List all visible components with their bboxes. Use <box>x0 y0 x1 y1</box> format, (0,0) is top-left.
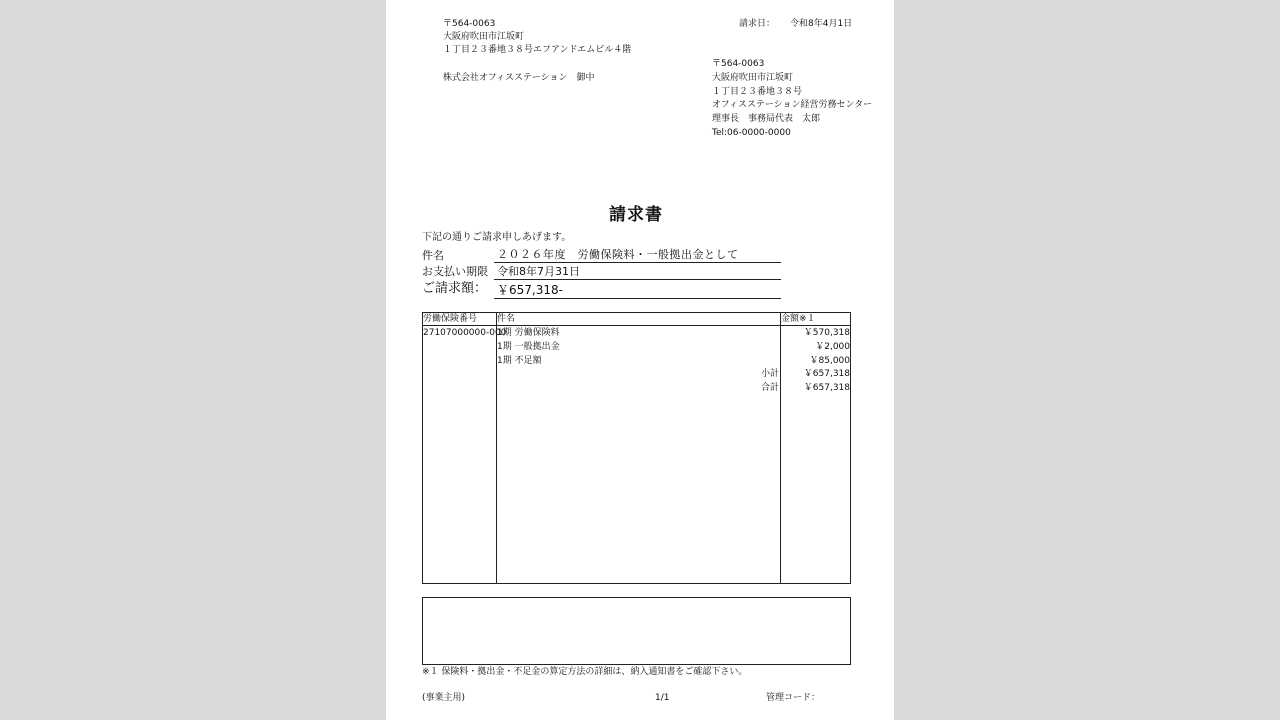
due-underline <box>494 279 781 280</box>
row-amount: ￥570,318 <box>803 328 850 338</box>
table-header-divider <box>422 325 851 326</box>
amount-label: ご請求額： <box>422 281 488 296</box>
amount-value: ￥657,318- <box>497 283 563 297</box>
issuer-tel: Tel:06-0000-0000 <box>712 128 791 138</box>
header-item: 件名 <box>497 314 516 324</box>
due-value: 令和8年7月31日 <box>497 265 580 278</box>
table-divider-2 <box>780 312 781 584</box>
subject-value: ２０２６年度 労働保険料・一般拠出金として <box>497 248 739 261</box>
header-number: 労働保険番号 <box>423 314 478 324</box>
footnote: ※１ 保険料・拠出金・不足金の算定方法の詳細は、納入通知書をご確認下さい。 <box>422 667 748 677</box>
document-title: 請求書 <box>609 205 663 225</box>
subject-label: 件名 <box>422 249 444 262</box>
invoice-date-label: 請求日： <box>739 19 776 29</box>
invoice-date-value: 令和8年4月1日 <box>790 19 853 29</box>
issuer-address1: 大阪府吹田市江坂町 <box>712 73 794 83</box>
management-code-label: 管理コード： <box>766 693 821 703</box>
sender-postal: 〒564-0063 <box>443 19 496 29</box>
remarks-box <box>422 597 851 665</box>
header-amount: 金額※１ <box>781 314 816 324</box>
footer-copy-label: (事業主用) <box>422 693 466 703</box>
amount-underline <box>494 298 781 299</box>
recipient-name: 株式会社オフィスステーション 御中 <box>443 73 595 83</box>
subject-underline <box>494 262 781 263</box>
subtotal-label: 小計 <box>760 369 779 379</box>
total-label: 合計 <box>760 383 779 393</box>
sender-address1: 大阪府吹田市江坂町 <box>443 32 525 42</box>
invoice-page <box>386 0 894 720</box>
row-item: 1期 一般拠出金 <box>497 342 560 352</box>
row-item: 1期 不足額 <box>497 356 542 366</box>
issuer-person: 理事長 事務局代表 太郎 <box>712 114 821 124</box>
intro-text: 下記の通りご請求申しあげます。 <box>422 232 572 243</box>
row-amount: ￥2,000 <box>815 342 850 352</box>
subtotal-value: ￥657,318 <box>803 369 850 379</box>
issuer-address2: １丁目２３番地３８号 <box>712 87 803 97</box>
page-number: 1/1 <box>655 693 670 703</box>
row-amount: ￥85,000 <box>809 356 850 366</box>
row-item: 1期 労働保険料 <box>497 328 560 338</box>
insurance-number: 27107000000-000 <box>423 328 507 338</box>
total-value: ￥657,318 <box>803 383 850 393</box>
sender-address2: １丁目２３番地３８号エフアンドエムビル４階 <box>443 45 632 55</box>
issuer-postal: 〒564-0063 <box>712 59 765 69</box>
issuer-org: オフィスステーション経営労務センター <box>712 100 873 110</box>
due-label: お支払い期限 <box>422 265 488 278</box>
